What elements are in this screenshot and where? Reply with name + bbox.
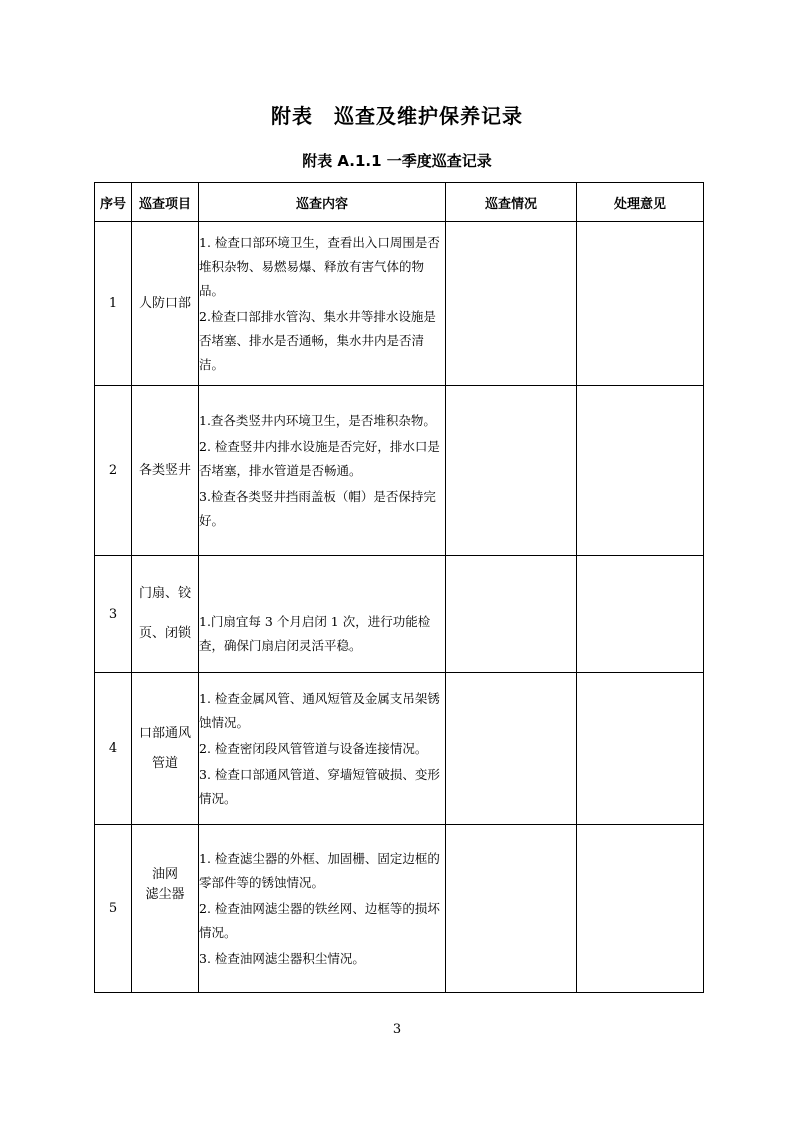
row-seq: 5 (95, 825, 132, 993)
handling-cell (577, 673, 704, 825)
page-number: 3 (392, 1022, 402, 1037)
row-item (132, 825, 199, 993)
inspection-cell (446, 556, 577, 673)
row-item (132, 556, 199, 673)
row-item-line: 口部通风 (138, 725, 191, 741)
page-title: 附表 巡查及维护保养记录 (271, 104, 523, 128)
row-seq: 2 (95, 386, 132, 556)
content-line: 2. 检查油网滤尘器的铁丝网、边框等的损坏情况。 (199, 900, 440, 940)
row-item-line: 滤尘器 (145, 887, 185, 902)
content-line: 3. 检查油网滤尘器积尘情况。 (199, 950, 365, 966)
content-line: 2. 检查密闭段风管管道与设备连接情况。 (199, 740, 428, 756)
inspection-record-table (94, 182, 704, 993)
header-content: 巡查内容 (199, 183, 446, 222)
header-handling: 处理意见 (577, 183, 704, 222)
row-item-line: 人防口部 (138, 295, 191, 311)
content-line: 1. 检查滤尘器的外框、加固栅、固定边框的零部件等的锈蚀情况。 (199, 850, 440, 890)
inspection-cell (446, 386, 577, 556)
header-item: 巡查项目 (132, 183, 199, 222)
row-item-line: 油网 (151, 867, 178, 882)
handling-cell (577, 386, 704, 556)
table-title: 附表 A.1.1 一季度巡查记录 (302, 152, 492, 170)
content-line: 1. 检查口部环境卫生，查看出入口周围是否堆积杂物、易燃易爆、释放有害气体的物品。 (199, 234, 440, 298)
table-row (95, 825, 704, 993)
handling-cell (577, 825, 704, 993)
row-seq: 3 (95, 556, 132, 673)
row-item-line: 各类竖井 (138, 462, 191, 478)
handling-cell (577, 222, 704, 386)
content-line: 1. 检查金属风管、通风短管及金属支吊架锈蚀情况。 (199, 690, 440, 730)
handling-cell (577, 556, 704, 673)
row-content (199, 222, 446, 386)
content-line: 2. 检查竖井内排水设施是否完好，排水口是否堵塞，排水管道是否畅通。 (199, 438, 440, 478)
header-seq: 序号 (95, 183, 132, 222)
content-line: 3.检查各类竖井挡雨盖板（帽）是否保持完好。 (199, 488, 436, 528)
row-item-line: 管道 (151, 755, 178, 771)
content-line: 3. 检查口部通风管道、穿墙短管破损、变形情况。 (199, 766, 440, 806)
row-seq: 4 (95, 673, 132, 825)
table-header-row (95, 183, 704, 222)
row-content (199, 386, 446, 556)
row-content (199, 556, 446, 673)
row-item (132, 673, 199, 825)
table-row (95, 386, 704, 556)
row-seq: 1 (95, 222, 132, 386)
row-item-line: 页、闭锁 (138, 626, 191, 641)
header-inspection: 巡查情况 (446, 183, 577, 222)
row-item (132, 222, 199, 386)
content-line: 1.查各类竖井内环境卫生，是否堆积杂物。 (199, 412, 436, 428)
table-row (95, 556, 704, 673)
row-content (199, 825, 446, 993)
table-row (95, 222, 704, 386)
row-item (132, 386, 199, 556)
inspection-cell (446, 222, 577, 386)
row-content (199, 673, 446, 825)
inspection-cell (446, 673, 577, 825)
content-line: 2.检查口部排水管沟、集水井等排水设施是否堵塞、排水是否通畅，集水井内是否清洁。 (199, 308, 436, 372)
table-row (95, 673, 704, 825)
inspection-cell (446, 825, 577, 993)
content-line: 1.门扇宜每 3 个月启闭 1 次，进行功能检查，确保门扇启闭灵活平稳。 (199, 614, 431, 653)
row-item-line: 门扇、铰 (138, 586, 191, 601)
